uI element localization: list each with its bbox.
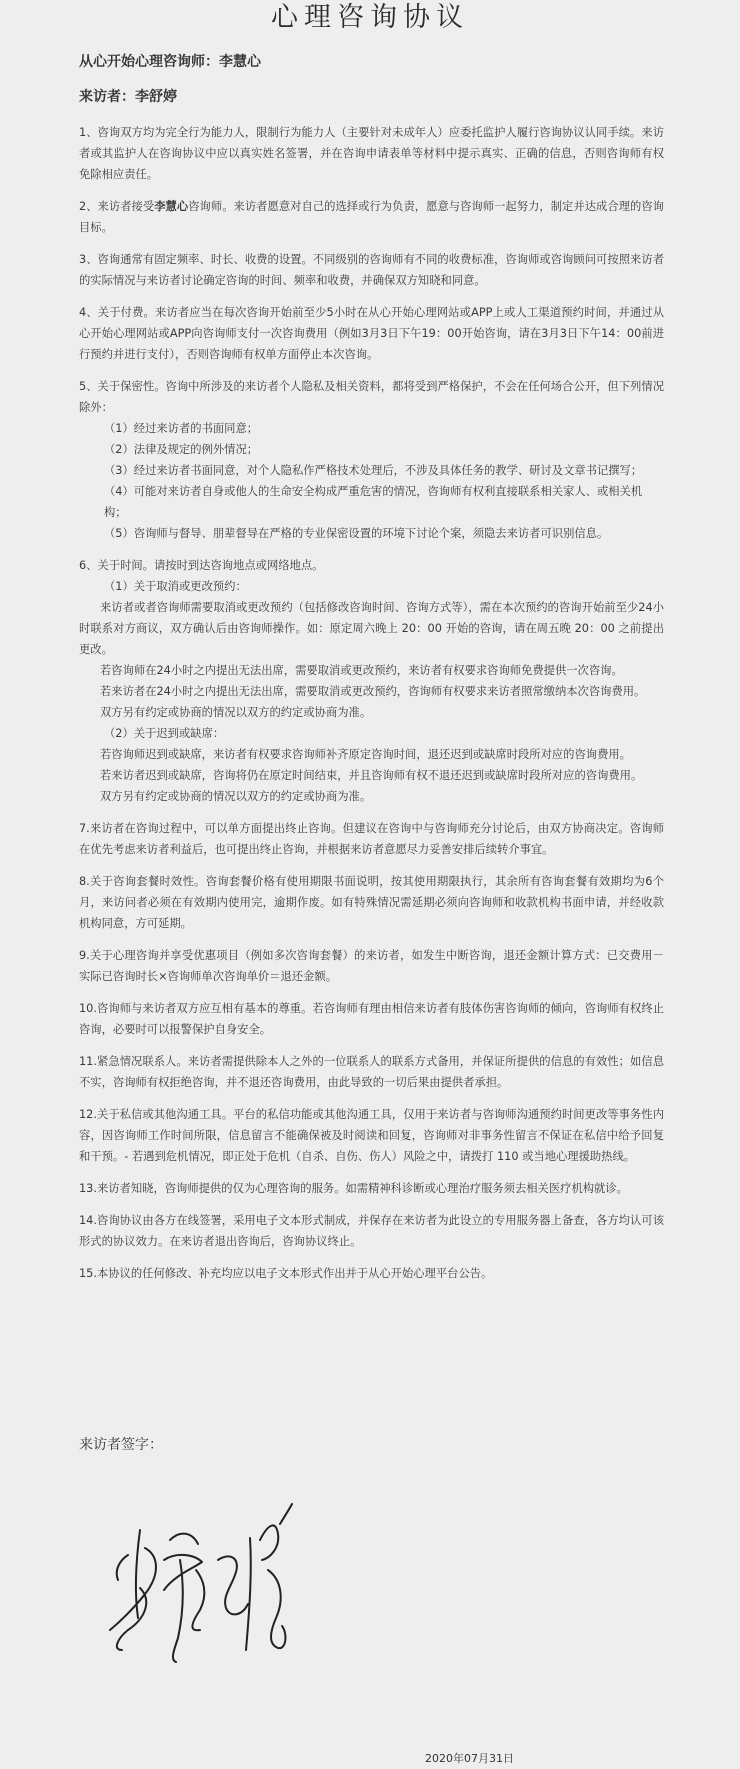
clause-6	[79, 555, 664, 807]
clause-11: 11.紧急情况联系人。来访者需提供除本人之外的一位联系人的联系方式备用，并保证所提供的信息的有效性；如信息不实，咨询师有权拒绝咨询，并不退还咨询费用，由此导致的一切后果由提供者承担。	[79, 1055, 664, 1089]
clause-5-item: （1）经过来访者的书面同意；	[104, 422, 259, 435]
clause-15: 15.本协议的任何修改、补充均应以电子文本形式作出并于从心开始心理平台公告。	[79, 1267, 493, 1280]
clause-6-intro: 6、关于时间。请按时到达咨询地点或网络地点。	[79, 559, 324, 572]
clause-5-intro: 5、关于保密性。咨询中所涉及的来访者个人隐私及相关资料，都将受到严格保护，不会在任何场合公开，但下列情况除外：	[79, 380, 664, 414]
counselor-line: 从心开始心理咨询师：李慧心	[79, 54, 261, 70]
clause-6-1-title: （1）关于取消或更改预约：	[104, 580, 247, 593]
agreement-body	[79, 122, 664, 1295]
clause-5-item: （3）经过来访者书面同意，对个人隐私作严格技术处理后，不涉及具体任务的教学、研讨及文章书记撰写；	[104, 464, 643, 477]
clause-1: 1、咨询双方均为完全行为能力人，限制行为能力人（主要针对未成年人）应委托监护人履行咨询协议认同手续。来访者或其监护人在咨询协议中应以真实姓名签署，并在咨询申请表单等材料中提示真实、正确的信息，否则咨询师有权免除相应责任。	[79, 126, 664, 181]
clause-2-counselor-name: 李慧心	[154, 200, 189, 213]
clause-3: 3、咨询通常有固定频率、时长、收费的设置。不同级别的咨询师有不同的收费标准，咨询师或咨询顾问可按照来访者的实际情况与来访者讨论确定咨询的时间、频率和收费，并确保双方知晓和同意。	[79, 253, 664, 287]
clause-12: 12.关于私信或其他沟通工具。平台的私信功能或其他沟通工具，仅用于来访者与咨询师沟通预约时间更改等事务性内容，因咨询师工作时间所限，信息留言不能确保被及时阅读和回复，咨询师对非事务性留言不保证在私信中给予回复和干预。- 若遇到危机情况，即正处于危机（自杀、自伤、伤人）风险之中，请拨打 110 或当地心理援助热线。	[79, 1108, 664, 1163]
clause-2-post: 咨询师。来访者愿意对自己的选择或行为负责，愿意与咨询师一起努力，制定并达成合理的咨询目标。	[79, 200, 664, 234]
clause-5-item: （4）可能对来访者自身或他人的生命安全构成严重危害的情况，咨询师有权利直接联系相关家人、或相关机构；	[104, 485, 643, 519]
clause-5	[79, 376, 664, 544]
clause-6-2-c: 双方另有约定或协商的情况以双方的约定或协商为准。	[100, 790, 372, 803]
clause-14: 14.咨询协议由各方在线签署，采用电子文本形式制成，并保存在来访者为此设立的专用服务器上备查，各方均认可该形式的协议效力。在来访者退出咨询后，咨询协议终止。	[79, 1214, 664, 1248]
signature-label: 来访者签字：	[79, 1437, 163, 1453]
clause-6-1-a: 若咨询师在24小时之内提出无法出席，需要取消或更改预约，来访者有权要求咨询师免费提供一次咨询。	[100, 664, 623, 677]
clause-6-1-text: 来访者或者咨询师需要取消或更改预约（包括修改咨询时间、咨询方式等），需在本次预约的咨询开始前至少24小时联系对方商议，双方确认后由咨询师操作。如：原定周六晚上 20：00 开始的咨询，请在周五晚 20：00 之前提出更改。	[79, 601, 664, 656]
document-title: 心理咨询协议	[271, 2, 469, 33]
clause-13: 13.来访者知晓，咨询师提供的仅为心理咨询的服务。如需精神科诊断或心理治疗服务须去相关医疗机构就诊。	[79, 1182, 628, 1195]
clause-6-2-title: （2）关于迟到或缺席：	[104, 727, 225, 740]
clause-2-pre: 2、来访者接受	[79, 200, 155, 213]
clause-6-2-a: 若咨询师迟到或缺席，来访者有权要求咨询师补齐原定咨询时间，退还迟到或缺席时段所对应的咨询费用。	[100, 748, 631, 761]
clause-6-1-c: 双方另有约定或协商的情况以双方的约定或协商为准。	[100, 706, 372, 719]
clause-6-2-b: 若来访者迟到或缺席，咨询将仍在原定时间结束，并且咨询师有权不退还迟到或缺席时段所对应的咨询费用。	[100, 769, 643, 782]
clause-7: 7.来访者在咨询过程中，可以单方面提出终止咨询。但建议在咨询中与咨询师充分讨论后，由双方协商决定。咨询师在优先考虑来访者利益后，也可提出终止咨询，并根据来访者意愿尽力妥善安排后续转介事宜。	[79, 822, 664, 856]
clause-9: 9.关于心理咨询并享受优惠项目（例如多次咨询套餐）的来访者，如发生中断咨询，退还金额计算方式：已交费用－实际已咨询时长×咨询师单次咨询单价＝退还金额。	[79, 949, 664, 983]
clause-5-item: （2）法律及规定的例外情况；	[104, 443, 259, 456]
handwritten-signature	[100, 1500, 310, 1680]
clause-10: 10.咨询师与来访者双方应互相有基本的尊重。若咨询师有理由相信来访者有肢体伤害咨询师的倾向，咨询师有权终止咨询，必要时可以报警保护自身安全。	[79, 1002, 664, 1036]
clause-5-item: （5）咨询师与督导、朋辈督导在严格的专业保密设置的环境下讨论个案，须隐去来访者可识别信息。	[104, 527, 609, 540]
clause-2	[79, 196, 664, 238]
signature-date: 2020年07月31日	[425, 1752, 514, 1765]
visitor-line: 来访者：李舒婷	[79, 89, 177, 105]
clause-8: 8.关于咨询套餐时效性。咨询套餐价格有使用期限书面说明，按其使用期限执行，其余所有咨询套餐有效期均为6个月，来访问者必须在有效期内使用完，逾期作废。如有特殊情况需延期必须向咨询师和收款机构书面申请，并经收款机构同意，方可延期。	[79, 875, 664, 930]
clause-6-1-b: 若来访者在24小时之内提出无法出席，需要取消或更改预约，咨询师有权要求来访者照常缴纳本次咨询费用。	[100, 685, 646, 698]
clause-4: 4、关于付费。来访者应当在每次咨询开始前至少5小时在从心开始心理网站或APP上或人工渠道预约时间，并通过从心开始心理网站或APP向咨询师支付一次咨询费用（例如3月3日下午19：00开始咨询，请在3月3日下午14：00前进行预约并进行支付），否则咨询师有权单方面停止本次咨询。	[79, 306, 664, 361]
